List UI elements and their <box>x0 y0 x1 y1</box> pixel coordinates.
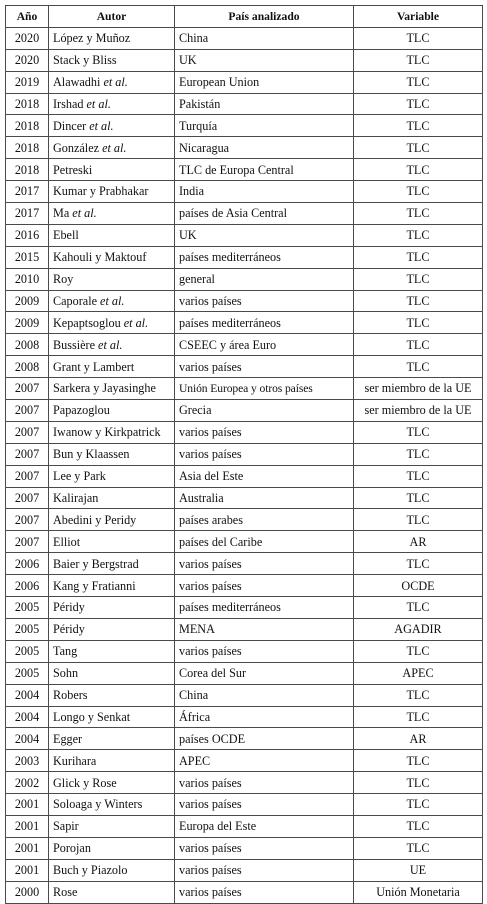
header-year: Año <box>6 6 49 28</box>
cell-year: 2004 <box>6 684 49 706</box>
cell-variable: AR <box>354 531 483 553</box>
cell-year: 2001 <box>6 815 49 837</box>
cell-country: varios países <box>175 575 354 597</box>
cell-country: varios países <box>175 881 354 903</box>
cell-year: 2016 <box>6 224 49 246</box>
table-row <box>6 684 483 706</box>
cell-variable: Unión Monetaria <box>354 881 483 903</box>
cell-country: UK <box>175 224 354 246</box>
cell-country: MENA <box>175 618 354 640</box>
cell-year: 2006 <box>6 575 49 597</box>
cell-variable: TLC <box>354 224 483 246</box>
cell-year: 2008 <box>6 356 49 378</box>
table-row <box>6 750 483 772</box>
cell-author: Kahouli y Maktouf <box>49 246 175 268</box>
cell-variable: AGADIR <box>354 618 483 640</box>
cell-country: Grecia <box>175 400 354 422</box>
cell-country: varios países <box>175 859 354 881</box>
cell-author: Abedini y Peridy <box>49 509 175 531</box>
cell-author: Stack y Bliss <box>49 49 175 71</box>
cell-author: Glick y Rose <box>49 772 175 794</box>
cell-variable: TLC <box>354 356 483 378</box>
cell-country: países mediterráneos <box>175 312 354 334</box>
cell-country: países mediterráneos <box>175 246 354 268</box>
cell-country: China <box>175 684 354 706</box>
table-body <box>6 27 483 903</box>
cell-variable: TLC <box>354 71 483 93</box>
cell-country: varios países <box>175 794 354 816</box>
table-row <box>6 400 483 422</box>
cell-variable: TLC <box>354 706 483 728</box>
cell-country: Unión Europea y otros países <box>175 378 354 400</box>
cell-year: 2009 <box>6 290 49 312</box>
cell-country: varios países <box>175 443 354 465</box>
table-row <box>6 290 483 312</box>
cell-year: 2019 <box>6 71 49 93</box>
cell-year: 2018 <box>6 137 49 159</box>
table-row <box>6 465 483 487</box>
table-row <box>6 246 483 268</box>
cell-country: países mediterráneos <box>175 597 354 619</box>
cell-country: varios países <box>175 356 354 378</box>
cell-author: Alawadhi et al. <box>49 71 175 93</box>
cell-author: Petreski <box>49 159 175 181</box>
cell-variable: TLC <box>354 246 483 268</box>
cell-country: Pakistán <box>175 93 354 115</box>
cell-author: Kalirajan <box>49 487 175 509</box>
header-variable: Variable <box>354 6 483 28</box>
cell-year: 2000 <box>6 881 49 903</box>
cell-author: Kurihara <box>49 750 175 772</box>
table-row <box>6 815 483 837</box>
cell-author: Kepaptsoglou et al. <box>49 312 175 334</box>
cell-country: países del Caribe <box>175 531 354 553</box>
cell-author: Lee y Park <box>49 465 175 487</box>
cell-variable: TLC <box>354 815 483 837</box>
table-row <box>6 49 483 71</box>
cell-variable: TLC <box>354 159 483 181</box>
cell-country: países arabes <box>175 509 354 531</box>
table-row <box>6 662 483 684</box>
cell-author: Buch y Piazolo <box>49 859 175 881</box>
table-row <box>6 268 483 290</box>
table-row <box>6 159 483 181</box>
table-row <box>6 859 483 881</box>
cell-country: Australia <box>175 487 354 509</box>
cell-year: 2017 <box>6 203 49 225</box>
table-row <box>6 706 483 728</box>
cell-country: China <box>175 27 354 49</box>
table-row <box>6 203 483 225</box>
cell-country: India <box>175 181 354 203</box>
cell-author: Ma et al. <box>49 203 175 225</box>
cell-year: 2010 <box>6 268 49 290</box>
cell-variable: TLC <box>354 115 483 137</box>
cell-author: Robers <box>49 684 175 706</box>
cell-author: Porojan <box>49 837 175 859</box>
cell-author: Elliot <box>49 531 175 553</box>
cell-country: Nicaragua <box>175 137 354 159</box>
cell-year: 2007 <box>6 443 49 465</box>
cell-author: Baier y Bergstrad <box>49 553 175 575</box>
header-row <box>6 6 483 28</box>
cell-year: 2004 <box>6 706 49 728</box>
literature-table <box>5 5 483 904</box>
cell-variable: TLC <box>354 465 483 487</box>
cell-author: López y Muñoz <box>49 27 175 49</box>
cell-year: 2005 <box>6 597 49 619</box>
table-header <box>6 6 483 28</box>
cell-author: Kumar y Prabhakar <box>49 181 175 203</box>
table-row <box>6 224 483 246</box>
cell-country: varios países <box>175 772 354 794</box>
table-row <box>6 356 483 378</box>
cell-author: Péridy <box>49 618 175 640</box>
cell-author: Grant y Lambert <box>49 356 175 378</box>
cell-year: 2018 <box>6 115 49 137</box>
cell-author: Papazoglou <box>49 400 175 422</box>
cell-author: Soloaga y Winters <box>49 794 175 816</box>
table-row <box>6 728 483 750</box>
cell-country: varios países <box>175 553 354 575</box>
cell-year: 2007 <box>6 465 49 487</box>
cell-variable: TLC <box>354 421 483 443</box>
table-row <box>6 597 483 619</box>
cell-year: 2018 <box>6 159 49 181</box>
table-row <box>6 575 483 597</box>
cell-year: 2020 <box>6 49 49 71</box>
cell-year: 2008 <box>6 334 49 356</box>
cell-country: varios países <box>175 837 354 859</box>
cell-year: 2007 <box>6 509 49 531</box>
cell-year: 2007 <box>6 400 49 422</box>
cell-year: 2018 <box>6 93 49 115</box>
cell-variable: TLC <box>354 49 483 71</box>
cell-variable: ser miembro de la UE <box>354 400 483 422</box>
cell-country: África <box>175 706 354 728</box>
table-row <box>6 487 483 509</box>
table-row <box>6 181 483 203</box>
cell-country: varios países <box>175 290 354 312</box>
table-row <box>6 772 483 794</box>
table-row <box>6 71 483 93</box>
cell-country: European Union <box>175 71 354 93</box>
cell-year: 2007 <box>6 531 49 553</box>
cell-variable: TLC <box>354 27 483 49</box>
header-country: País analizado <box>175 6 354 28</box>
table-row <box>6 618 483 640</box>
cell-year: 2001 <box>6 794 49 816</box>
cell-country: Asia del Este <box>175 465 354 487</box>
cell-author: Egger <box>49 728 175 750</box>
cell-year: 2001 <box>6 837 49 859</box>
table-row <box>6 640 483 662</box>
cell-country: varios países <box>175 421 354 443</box>
cell-variable: TLC <box>354 443 483 465</box>
cell-variable: TLC <box>354 684 483 706</box>
cell-country: UK <box>175 49 354 71</box>
cell-year: 2007 <box>6 378 49 400</box>
cell-author: Bun y Klaassen <box>49 443 175 465</box>
cell-country: CSEEC y área Euro <box>175 334 354 356</box>
cell-variable: TLC <box>354 772 483 794</box>
cell-author: Dincer et al. <box>49 115 175 137</box>
header-author: Autor <box>49 6 175 28</box>
cell-year: 2005 <box>6 662 49 684</box>
cell-year: 2015 <box>6 246 49 268</box>
cell-year: 2006 <box>6 553 49 575</box>
cell-variable: TLC <box>354 290 483 312</box>
cell-country: Corea del Sur <box>175 662 354 684</box>
cell-year: 2020 <box>6 27 49 49</box>
cell-country: APEC <box>175 750 354 772</box>
cell-author: Iwanow y Kirkpatrick <box>49 421 175 443</box>
table-row <box>6 443 483 465</box>
table-row <box>6 27 483 49</box>
cell-variable: TLC <box>354 509 483 531</box>
cell-author: Sapir <box>49 815 175 837</box>
cell-author: Kang y Fratianni <box>49 575 175 597</box>
table-row <box>6 137 483 159</box>
cell-author: Bussière et al. <box>49 334 175 356</box>
cell-year: 2009 <box>6 312 49 334</box>
cell-country: general <box>175 268 354 290</box>
cell-variable: TLC <box>354 794 483 816</box>
cell-variable: TLC <box>354 181 483 203</box>
cell-variable: TLC <box>354 137 483 159</box>
cell-variable: AR <box>354 728 483 750</box>
cell-author: Caporale et al. <box>49 290 175 312</box>
cell-country: varios países <box>175 640 354 662</box>
table-row <box>6 553 483 575</box>
cell-variable: TLC <box>354 640 483 662</box>
table-row <box>6 837 483 859</box>
table-row <box>6 93 483 115</box>
table-row <box>6 334 483 356</box>
cell-year: 2003 <box>6 750 49 772</box>
cell-author: Longo y Senkat <box>49 706 175 728</box>
cell-variable: TLC <box>354 93 483 115</box>
cell-variable: TLC <box>354 837 483 859</box>
cell-year: 2007 <box>6 487 49 509</box>
cell-variable: ser miembro de la UE <box>354 378 483 400</box>
cell-variable: TLC <box>354 553 483 575</box>
cell-variable: TLC <box>354 334 483 356</box>
cell-country: Turquía <box>175 115 354 137</box>
cell-author: Tang <box>49 640 175 662</box>
cell-author: Irshad et al. <box>49 93 175 115</box>
cell-year: 2005 <box>6 618 49 640</box>
cell-variable: TLC <box>354 312 483 334</box>
cell-year: 2007 <box>6 421 49 443</box>
cell-country: países de Asia Central <box>175 203 354 225</box>
cell-country: Europa del Este <box>175 815 354 837</box>
table-row <box>6 794 483 816</box>
cell-year: 2005 <box>6 640 49 662</box>
cell-year: 2017 <box>6 181 49 203</box>
cell-variable: OCDE <box>354 575 483 597</box>
cell-variable: TLC <box>354 268 483 290</box>
cell-author: Ebell <box>49 224 175 246</box>
table-row <box>6 421 483 443</box>
cell-author: González et al. <box>49 137 175 159</box>
table-row <box>6 509 483 531</box>
cell-author: Roy <box>49 268 175 290</box>
cell-variable: TLC <box>354 203 483 225</box>
cell-year: 2001 <box>6 859 49 881</box>
cell-variable: APEC <box>354 662 483 684</box>
cell-country: TLC de Europa Central <box>175 159 354 181</box>
cell-author: Péridy <box>49 597 175 619</box>
cell-variable: TLC <box>354 750 483 772</box>
table-row <box>6 378 483 400</box>
cell-year: 2004 <box>6 728 49 750</box>
cell-author: Sohn <box>49 662 175 684</box>
cell-country: países OCDE <box>175 728 354 750</box>
table-row <box>6 115 483 137</box>
cell-author: Sarkera y Jayasinghe <box>49 378 175 400</box>
cell-variable: UE <box>354 859 483 881</box>
cell-variable: TLC <box>354 487 483 509</box>
cell-year: 2002 <box>6 772 49 794</box>
cell-author: Rose <box>49 881 175 903</box>
table-row <box>6 312 483 334</box>
table-row <box>6 531 483 553</box>
cell-variable: TLC <box>354 597 483 619</box>
